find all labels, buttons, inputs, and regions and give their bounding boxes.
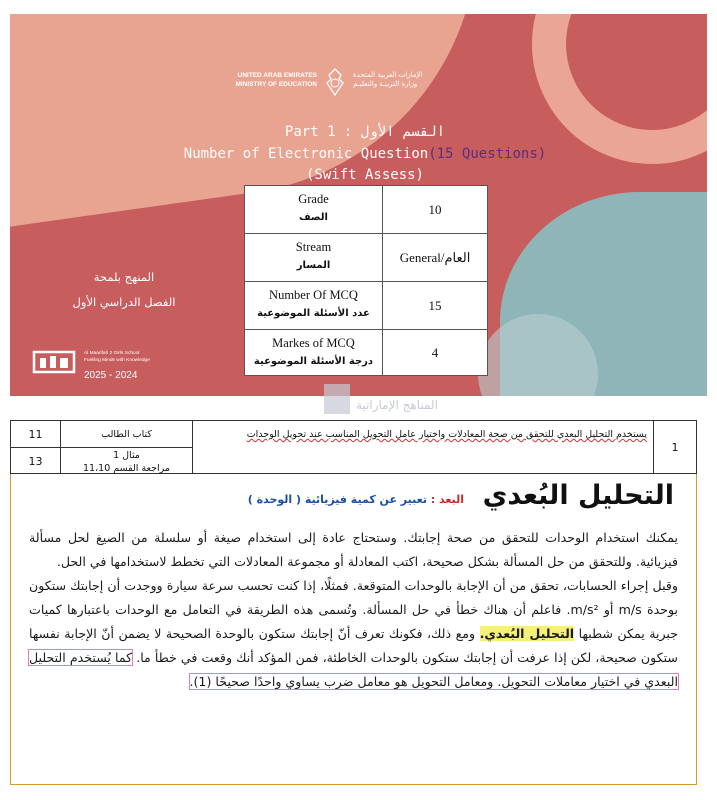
info-value: 15 <box>428 297 442 313</box>
info-row-stream <box>245 234 487 282</box>
source-example-line1: مثال 1 <box>113 449 140 461</box>
ministry-ar-line2: وزارة التربيـة والتعليـم <box>353 80 418 88</box>
ministry-name-en <box>222 71 317 89</box>
paragraph-2-text: وقبل إجراء الحسابات، تحقق من أن الإجابة بالوحدات المتوقعة. فمثلًا، إذا كنت تحسب سرعة سيارة ووجدت أن إجابتك ستكون بوحدة m/s أو m/s². فاعلم أن هناك خطأ في حل المسألة. وتُسمى هذه الطريقة في التعامل مع الوحدات باعتبارها كميات جبرية يمكن شطبها <box>29 578 679 641</box>
lesson-body <box>10 474 697 785</box>
section-paragraph <box>29 526 678 694</box>
watermark-logo-icon <box>324 384 350 414</box>
info-label-en: Grade <box>298 192 329 206</box>
info-value: 10 <box>428 201 442 217</box>
outcome-header-table <box>10 420 697 474</box>
source-col <box>61 421 193 473</box>
questions-heading <box>150 146 580 162</box>
info-value: General/العام <box>399 249 471 265</box>
school-slogan: Fuelling Minds with Knowledge <box>84 357 150 363</box>
exam-info-table <box>244 185 488 376</box>
outcome-description <box>193 421 654 473</box>
source-student-book: كتاب الطالب <box>61 421 192 448</box>
school-logo-icon <box>32 348 76 378</box>
lesson-document <box>10 420 697 785</box>
dimensional-analysis-highlight: التحليل البُعدي. <box>479 626 575 641</box>
ministry-ar-line1: الإمارات العربية المتحدة <box>353 71 423 79</box>
ministry-en-line1: UNITED ARAB EMIRATES <box>237 72 317 79</box>
source-example-line2: مراجعة القسم 11،10 <box>83 462 170 474</box>
uae-emblem-icon <box>321 67 349 97</box>
dimension-label: البعد : <box>430 493 464 506</box>
info-label <box>245 282 383 329</box>
ministry-name-ar <box>353 71 453 89</box>
info-row-mcq-count <box>245 282 487 330</box>
questions-heading-main: Number of Electronic Question <box>183 146 429 162</box>
section-title: التحليل البُعدي <box>482 480 674 511</box>
info-label-ar: درجة الأسئلة الموضوعية <box>253 356 374 367</box>
first-term-label: الفصل الدراسي الأول <box>72 295 176 309</box>
school-name-line1: Al Maarifah 2 Girls School <box>84 351 140 356</box>
info-label-en: Number Of MCQ <box>269 288 358 302</box>
info-label <box>245 234 383 281</box>
paragraph-3-text: ومع ذلك، فكونك تعرف أنّ إجابتك ستكون بالوحدة الصحيحة لا يضمن أنّ الإجابة نفسها ستكون صحيحة، لكن إذا عرفت أن إجابتك ستكون بالوحدات الخاطئة، فمن المؤكد أنك وقعت في خطأ ما. <box>29 626 678 665</box>
page-number-2: 13 <box>28 454 43 468</box>
outcome-number: 1 <box>671 440 679 454</box>
outcome-description-text: يستخدم التحليل البعدي للتحقق من صحة المعادلات واختيار عامل التحويل المناسب عند تحويل الوحدات <box>246 429 647 440</box>
info-label-en: Stream <box>295 240 332 254</box>
info-label <box>245 330 383 375</box>
curriculum-glance: المنهج بلمحة <box>93 270 155 284</box>
source-example <box>61 448 192 475</box>
school-name <box>84 351 150 364</box>
paragraph-1: يمكنك استخدام الوحدات للتحقق من صحة إجابتك. وستحتاج عادة إلى استخدام صيغة أو سلسلة من الصيغ لحل مسألة فيزيائية. وللتحقق من حل المسألة بشكل صحيحة، اكتب المعادلة أو مجموعة المعادلات التي تخطط لاستخدامها في الحل. <box>29 530 678 569</box>
decor-ring-shape <box>532 14 707 164</box>
page-numbers-col <box>11 421 61 473</box>
info-label-en: Markes of MCQ <box>272 336 355 350</box>
info-label-ar: الصف <box>299 212 328 223</box>
swift-assess-heading: (Swift Assess) <box>305 167 424 183</box>
academic-year: 2025 - 2024 <box>84 370 138 381</box>
info-label-ar: المسار <box>296 260 331 271</box>
info-row-grade <box>245 186 487 234</box>
dimension-definition <box>248 493 464 506</box>
watermark-text: المناهج الإماراتية <box>356 398 438 412</box>
info-value: 4 <box>431 344 439 360</box>
questions-count: (15 Questions) <box>428 146 547 162</box>
part-heading: Part 1 : القسم الأول <box>284 124 446 140</box>
page-number-1: 11 <box>11 421 60 448</box>
dimension-value: تعبير عن كمية فيزيائية ( الوحدة ) <box>247 493 427 506</box>
info-label <box>245 186 383 233</box>
ministry-en-line2: MINISTRY OF EDUCATION <box>235 81 317 88</box>
info-label-ar: عدد الأسئلة الموضوعية <box>257 308 370 319</box>
info-row-mcq-marks <box>245 330 487 375</box>
paragraph-2 <box>29 574 678 694</box>
conversion-factor-boxed: كما يُستخدم التحليل البعدي في اختيار معاملات التحويل. ومعامل التحويل هو معامل ضرب يساوي واحدًا صحيحًا (1). <box>29 650 678 689</box>
